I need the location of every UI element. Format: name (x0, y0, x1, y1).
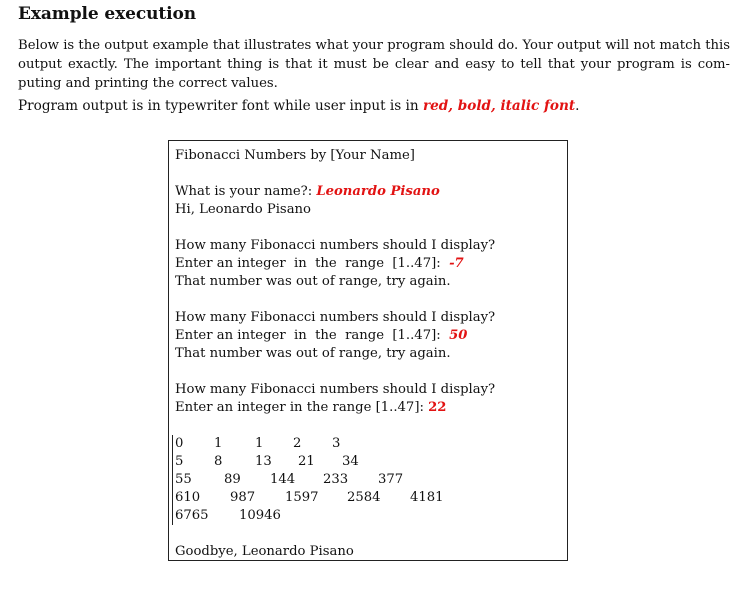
legend-text-before: Program output is in typewriter font while user input is in (18, 98, 423, 114)
attempt-1-prompt: Enter an integer in the range [1..47]: (175, 256, 450, 271)
fib-value: 610 (175, 490, 201, 505)
legend-emphasis: red, bold, italic font (422, 98, 576, 114)
fib-value: 2584 (347, 490, 381, 505)
fib-value: 987 (230, 490, 256, 505)
fib-value: 13 (255, 454, 272, 469)
attempt-2-input: 50 (449, 328, 468, 343)
fib-value: 89 (224, 472, 241, 487)
console-title: Fibonacci Numbers by [Your Name] (175, 148, 415, 163)
fibonacci-output (172, 435, 567, 525)
fib-value: 1 (214, 436, 223, 451)
fib-value: 5 (175, 454, 184, 469)
fib-value: 34 (342, 454, 359, 469)
font-legend-paragraph (18, 97, 730, 116)
fib-value: 144 (270, 472, 296, 487)
attempt-1-prompt-line (175, 255, 567, 273)
attempt-3-question: How many Fibonacci numbers should I display? (175, 382, 496, 397)
intro-paragraph: Below is the output example that illustrates what your program should do. Your output will not match this output exactly. The important thing is that it must be clear and easy to tell that your program is com-puting and printing the correct values. (18, 38, 730, 91)
fib-row (175, 489, 567, 507)
fib-value: 233 (323, 472, 349, 487)
fib-row (175, 435, 567, 453)
fib-value: 1597 (285, 490, 319, 505)
fib-value: 0 (175, 436, 184, 451)
fib-row (175, 453, 567, 471)
fib-value: 377 (378, 472, 404, 487)
attempt-3-input: 22 (428, 400, 447, 415)
attempt-2-error: That number was out of range, try again. (175, 346, 451, 361)
attempt-2-question: How many Fibonacci numbers should I display? (175, 310, 496, 325)
fib-value: 1 (255, 436, 264, 451)
greeting-line: Hi, Leonardo Pisano (175, 202, 311, 217)
attempt-2-prompt: Enter an integer in the range [1..47]: (175, 328, 450, 343)
legend-text-after: . (575, 98, 580, 114)
attempt-2-prompt-line (175, 327, 567, 345)
fib-value: 8 (214, 454, 223, 469)
fib-value: 10946 (239, 508, 281, 523)
fib-value: 3 (332, 436, 341, 451)
fib-value: 2 (293, 436, 302, 451)
name-prompt: What is your name?: (175, 184, 317, 199)
attempt-1-error: That number was out of range, try again. (175, 274, 451, 289)
fib-row (175, 471, 567, 489)
fib-row (175, 507, 567, 525)
example-console-output (168, 140, 568, 561)
attempt-1-input: -7 (449, 256, 464, 271)
name-input: Leonardo Pisano (316, 184, 440, 199)
attempt-3-prompt: Enter an integer in the range [1..47]: (175, 400, 429, 415)
attempt-3-prompt-line (175, 399, 567, 417)
fib-value: 6765 (175, 508, 209, 523)
fib-value: 4181 (410, 490, 444, 505)
fib-value: 21 (298, 454, 315, 469)
goodbye-line: Goodbye, Leonardo Pisano (175, 544, 354, 559)
section-heading: Example execution (18, 4, 196, 24)
attempt-1-question: How many Fibonacci numbers should I display? (175, 238, 496, 253)
name-prompt-line (175, 183, 567, 201)
fib-value: 55 (175, 472, 192, 487)
